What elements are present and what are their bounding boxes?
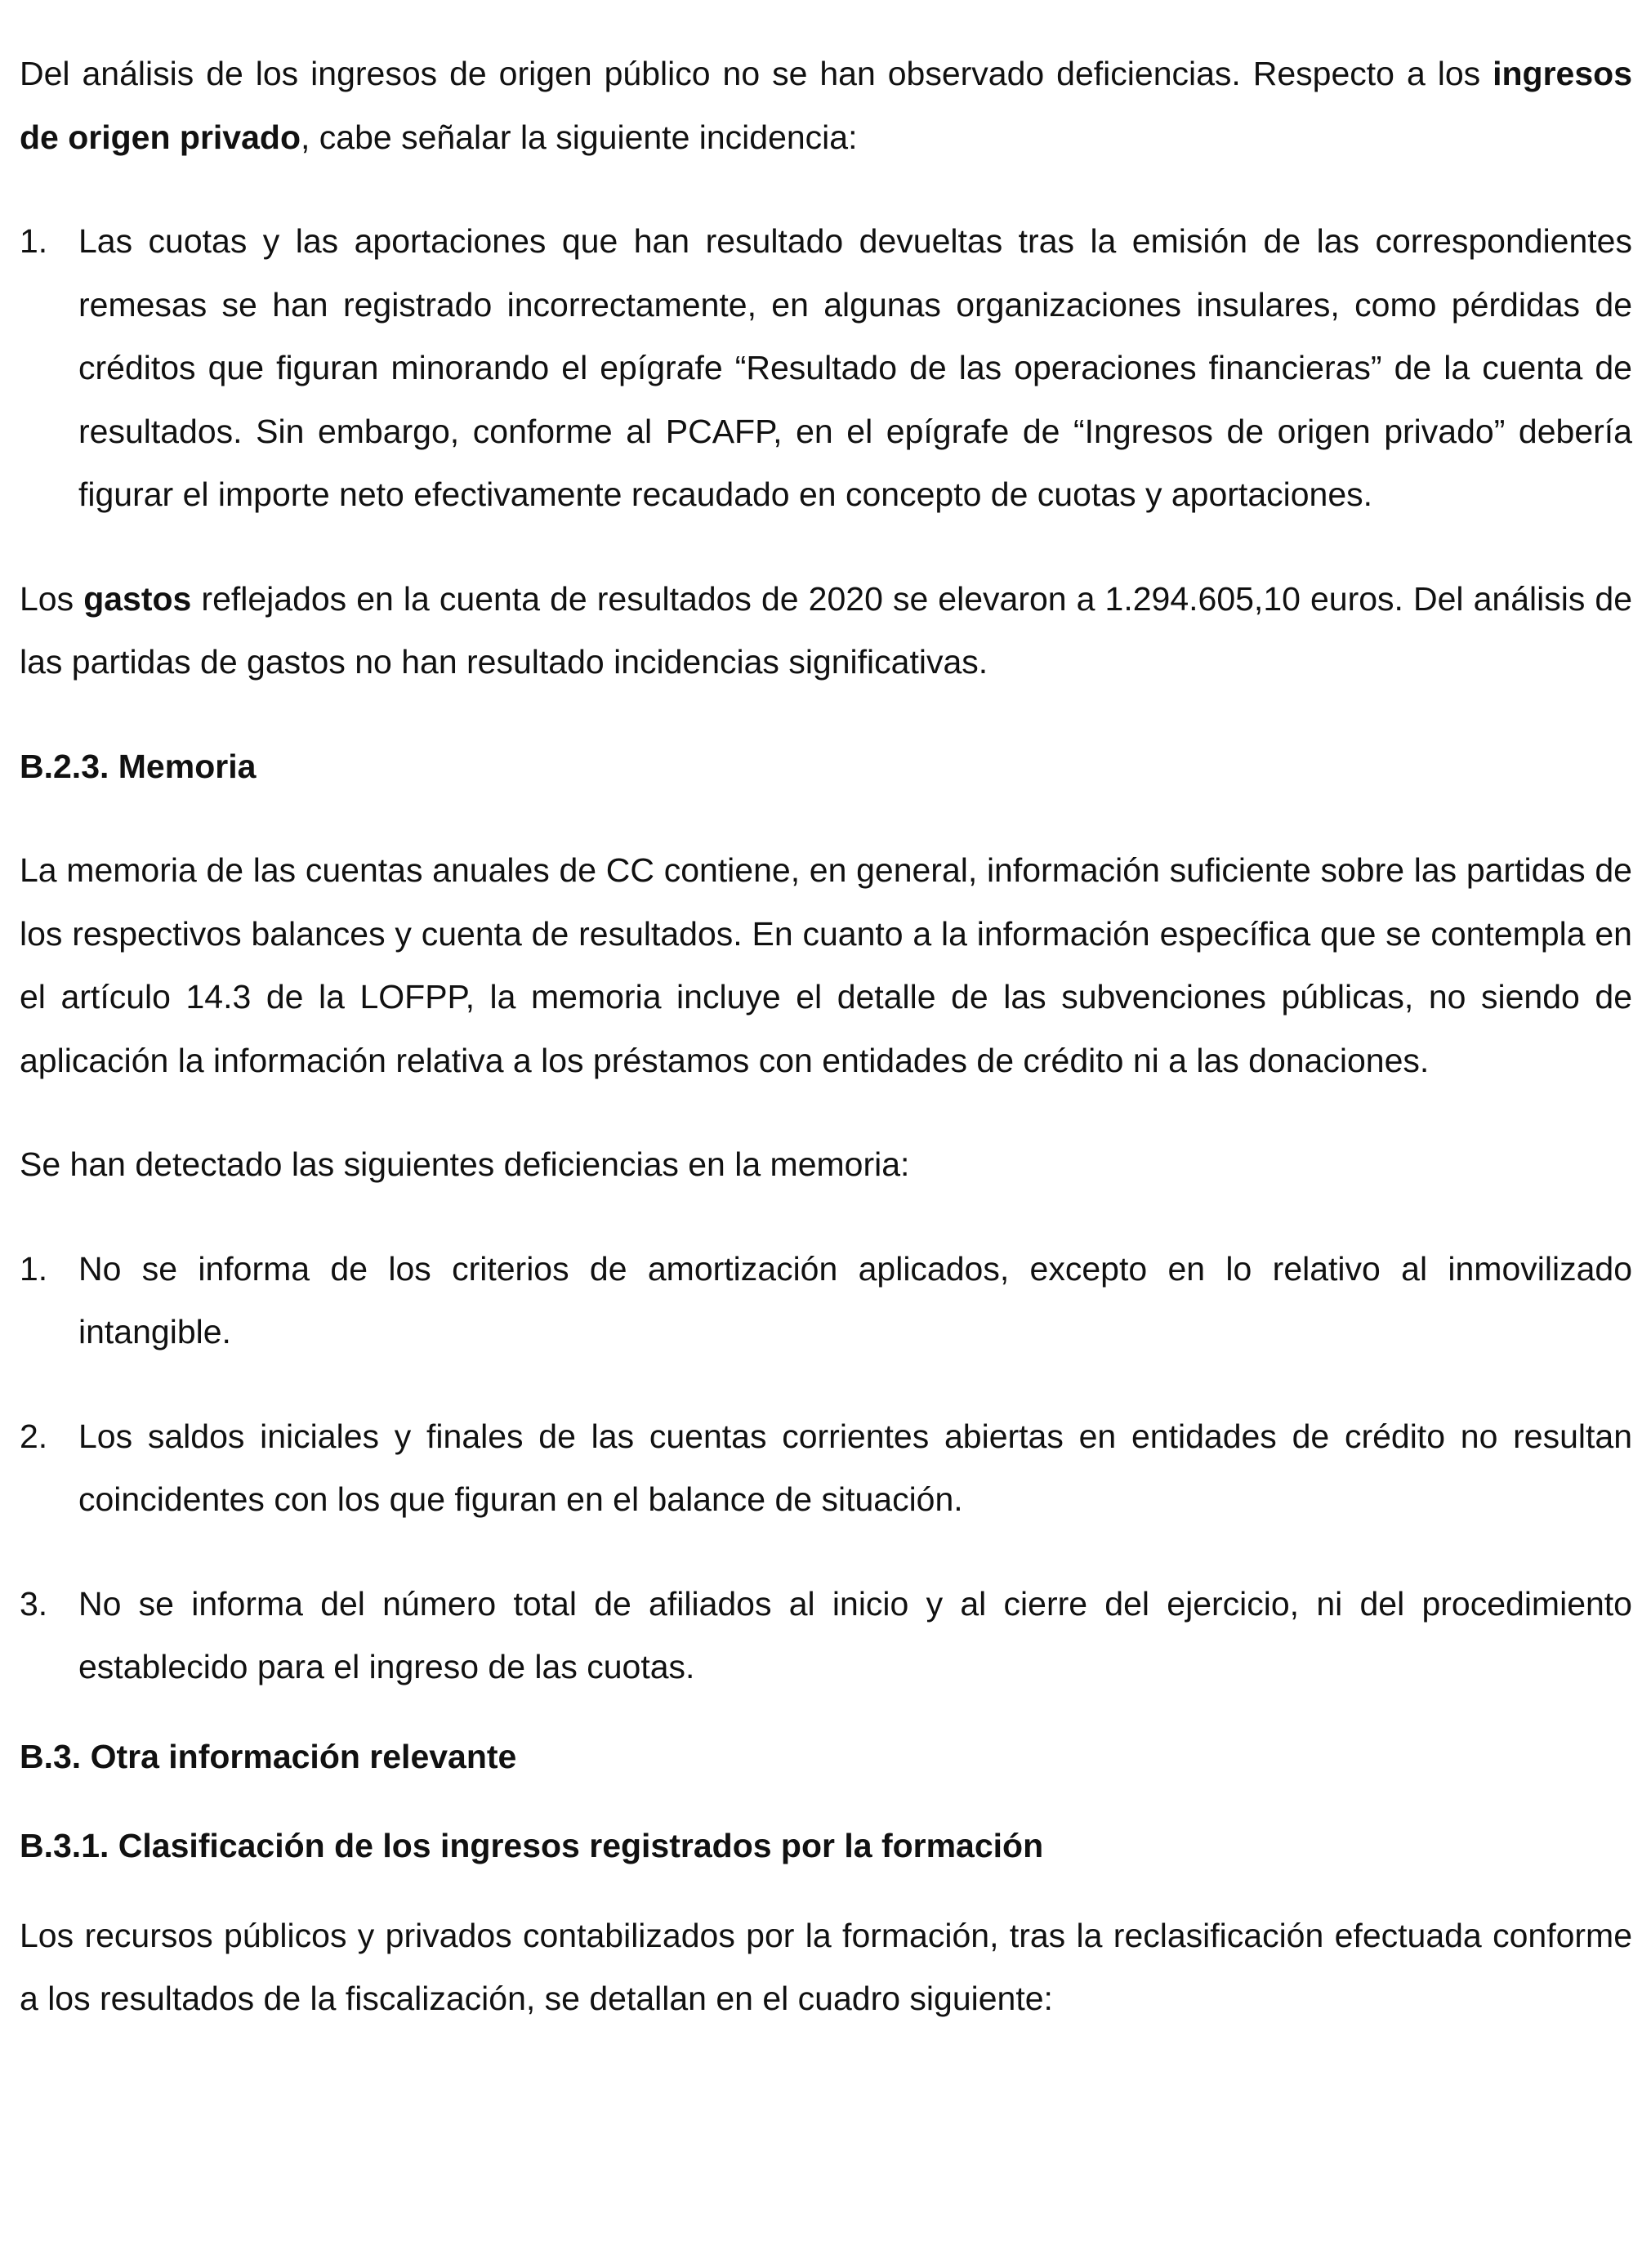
list-item-text: Los saldos iniciales y finales de las cuentas corrientes abiertas en entidades de crédito no resultan coincidentes con los que figuran en el balance de situación. [78, 1417, 1632, 1518]
document-page [20, 42, 1632, 2031]
paragraph-ingresos-intro: Del análisis de los ingresos de origen público no se han observado deficiencias. Respecto a los ingresos de origen privado, cabe señalar la siguiente incidencia: [20, 55, 1632, 156]
list-item [20, 1573, 1632, 1699]
paragraph-memoria: La memoria de las cuentas anuales de CC contiene, en general, información suficiente sobre las partidas de los respectivos balances y cuenta de resultados. En cuanto a la información específica que se contempla en el artículo 14.3 de la LOFPP, la memoria incluye el detalle de las subvenciones públicas, no siendo de aplicación la información relativa a los préstamos con entidades de crédito ni a las donaciones. [20, 851, 1632, 1079]
list-item [20, 1405, 1632, 1532]
list-item [20, 1238, 1632, 1364]
list-item-number: 2. [20, 1417, 48, 1455]
list-item-number: 1. [20, 222, 48, 260]
list-item-number: 3. [20, 1584, 48, 1623]
heading-b3-otra-informacion: B.3. Otra información relevante [20, 1737, 517, 1775]
list-item [20, 210, 1632, 527]
list-item-text: No se informa del número total de afiliados al inicio y al cierre del ejercicio, ni del procedimiento establecido para el ingreso de las cuotas. [78, 1584, 1632, 1685]
paragraph-recursos: Los recursos públicos y privados contabilizados por la formación, tras la reclasificación efectuada conforme a los resultados de la fiscalización, se detallan en el cuadro siguiente: [20, 1916, 1632, 2017]
bold-gastos: gastos [83, 579, 192, 618]
list-item-text: Las cuotas y las aportaciones que han resultado devueltas tras la emisión de las correspondientes remesas se han registrado incorrectamente, en algunas organizaciones insulares, como pérdidas de créditos que figuran minorando el epígrafe “Resultado de las operaciones financieras” de la cuenta de resultados. Sin embargo, conforme al PCAFP, en el epígrafe de “Ingresos de origen privado” debería figurar el importe neto efectivamente recaudado en concepto de cuotas y aportaciones. [78, 222, 1632, 513]
heading-b23-memoria: B.2.3. Memoria [20, 747, 257, 785]
list-item-number: 1. [20, 1249, 48, 1288]
bold-ingresos-privado: ingresos de origen privado [20, 55, 1632, 156]
paragraph-gastos: Los gastos reflejados en la cuenta de resultados de 2020 se elevaron a 1.294.605,10 euros. Del análisis de las partidas de gastos no han resultado incidencias significativas. [20, 579, 1633, 681]
list-item-text: No se informa de los criterios de amortización aplicados, excepto en lo relativo al inmovilizado intangible. [78, 1249, 1632, 1351]
list-deficiencias-memoria [20, 1238, 1632, 1699]
heading-b31-clasificacion: B.3.1. Clasificación de los ingresos registrados por la formación [20, 1827, 1044, 1864]
list-incidencias-ingresos [20, 210, 1632, 527]
paragraph-deficiencias-intro: Se han detectado las siguientes deficiencias en la memoria: [20, 1145, 910, 1183]
